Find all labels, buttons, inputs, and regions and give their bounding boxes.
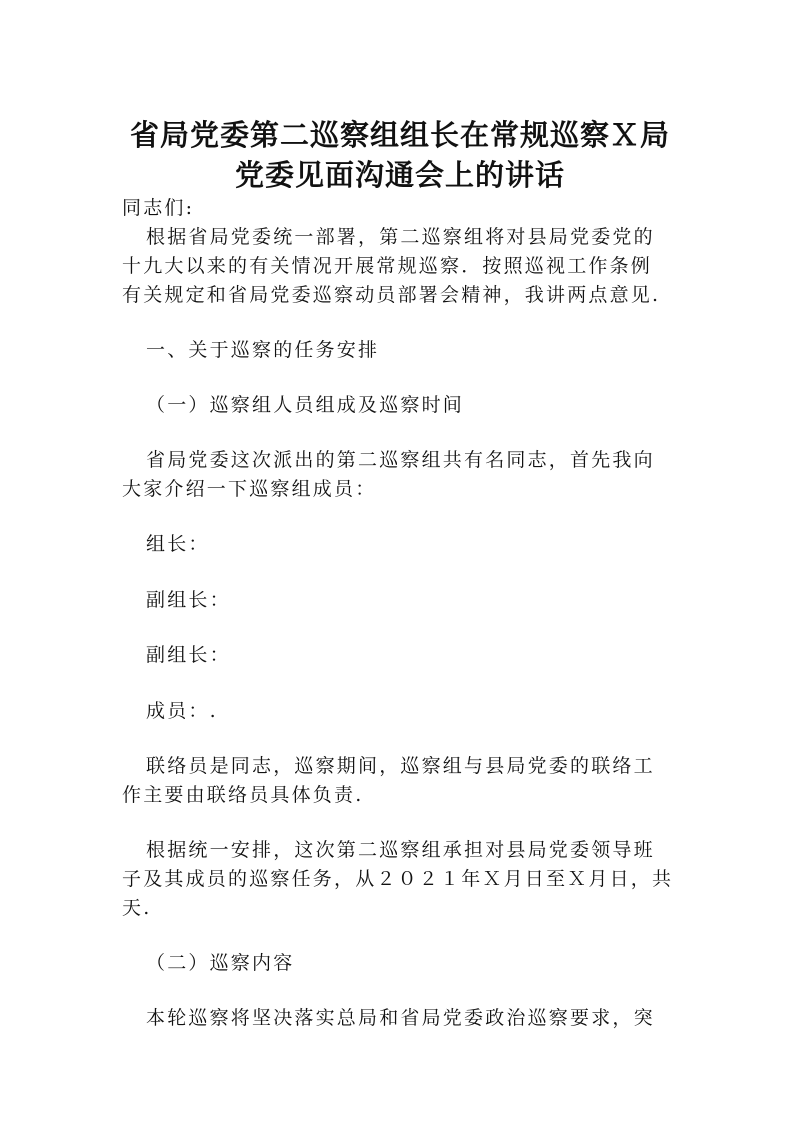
members-line: 成员：. (146, 700, 218, 722)
greeting: 同志们: (122, 197, 195, 219)
paragraph-3-line-1: 联络员是同志，巡察期间，巡察组与县局党委的联络工 (146, 755, 655, 777)
paragraph-2-line-1: 省局党委这次派出的第二巡察组共有名同志，首先我向 (146, 449, 655, 471)
paragraph-4-line-2: 子及其成员的巡察任务，从２０２１年Ｘ月日至Ｘ月日，共 (122, 868, 674, 890)
paragraph-4-line-3: 天. (122, 897, 152, 919)
paragraph-5-line-1: 本轮巡察将坚决落实总局和省局党委政治巡察要求，突 (146, 1007, 655, 1029)
section-heading-1: 一、关于巡察的任务安排 (146, 339, 380, 361)
subsection-heading-1: （一）巡察组人员组成及巡察时间 (146, 394, 465, 416)
document-title-line-2: 党委见面沟通会上的讲话 (234, 158, 565, 192)
paragraph-1-line-2: 十九大以来的有关情况开展常规巡察．按照巡视工作条例 (122, 255, 653, 277)
deputy-leader-line-2: 副组长： (146, 644, 231, 666)
paragraph-3-line-2: 作主要由联络员具体负责. (122, 784, 364, 806)
paragraph-4-line-1: 根据统一安排，这次第二巡察组承担对县局党委领导班 (146, 839, 655, 861)
leader-line: 组长： (146, 533, 210, 555)
paragraph-1-line-1: 根据省局党委统一部署，第二巡察组将对县局党委党的 (146, 226, 655, 248)
deputy-leader-line-1: 副组长： (146, 589, 231, 611)
paragraph-2-line-2: 大家介绍一下巡察组成员： (122, 478, 377, 500)
paragraph-1-line-3: 有关规定和省局党委巡察动员部署会精神，我讲两点意见. (122, 284, 661, 306)
subsection-heading-2: （二）巡察内容 (146, 952, 295, 974)
document-title-line-1: 省局党委第二巡察组组长在常规巡察Ｘ局 (129, 118, 670, 152)
